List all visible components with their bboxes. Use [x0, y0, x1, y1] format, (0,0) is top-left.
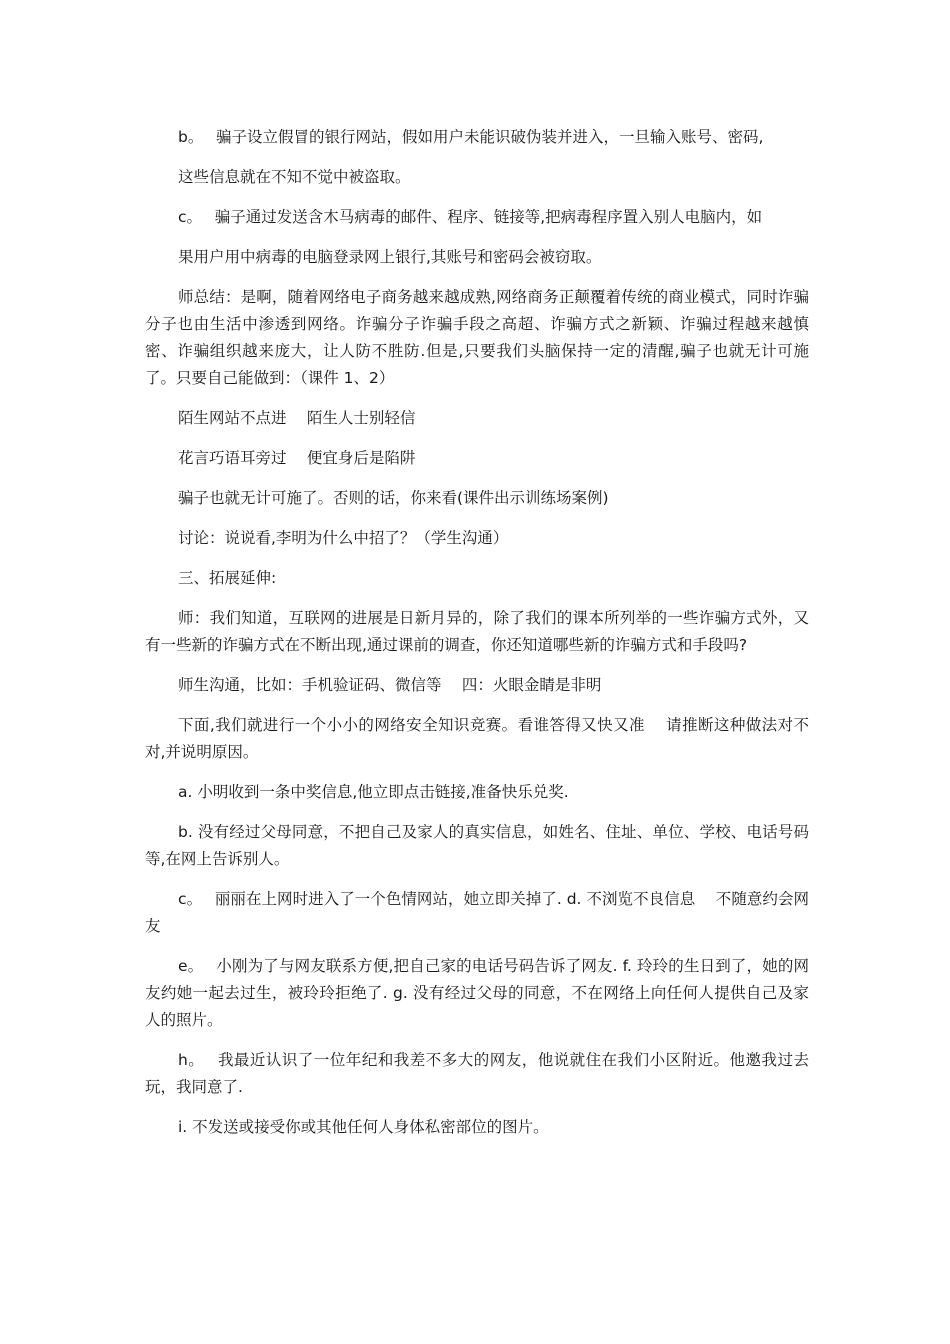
paragraph-c-trojan: c。 骗子通过发送含木马病毒的邮件、程序、链接等,把病毒程序置入别人电脑内，如 [178, 208, 763, 226]
paragraph-discussion: 讨论：说说看,李明为什么中招了？（学生沟通） [178, 529, 509, 547]
section-heading-extension: 三、拓展延伸: [178, 569, 277, 587]
quiz-item-e-f-g: e。 小刚为了与网友联系方便,把自己家的电话号码告诉了网友. f. 玲玲的生日到了，她的网友约她一起去过生，被玲玲拒绝了. g. 没有经过父母的同意，不在网络上向任何人提供自己及家人的照片。 [145, 957, 809, 1029]
paragraph-communication: 师生沟通，比如：手机验证码、微信等 四：火眼金睛是非明 [178, 676, 602, 694]
paragraph-rule-2: 花言巧语耳旁过 便宜身后是陷阱 [178, 449, 416, 467]
quiz-item-c-d: c。 丽丽在上网时进入了一个色情网站，她立即关掉了. d. 不浏览不良信息 不随意约会网友 [145, 890, 809, 935]
quiz-item-a: a. 小明收到一条中奖信息,他立即点击链接,准备快乐兑奖. [178, 783, 569, 801]
paragraph-b-fake-bank-site: b。 骗子设立假冒的银行网站，假如用户未能识破伪装并进入，一旦输入账号、密码, [178, 128, 764, 146]
paragraph-case-intro: 骗子也就无计可施了。否则的话，你来看(课件出示训练场案例) [178, 489, 609, 507]
quiz-item-h: h。 我最近认识了一位年纪和我差不多大的网友，他说就住在我们小区附近。他邀我过去玩，我同意了. [145, 1051, 809, 1096]
quiz-item-b: b. 没有经过父母同意，不把自己及家人的真实信息，如姓名、住址、单位、学校、电话号码等,在网上告诉别人。 [145, 823, 809, 868]
paragraph-teacher-question: 师：我们知道，互联网的进展是日新月异的，除了我们的课本所列举的一些诈骗方式外，又有一些新的诈骗方式在不断出现,通过课前的调查，你还知道哪些新的诈骗方式和手段吗? [145, 609, 809, 654]
paragraph-teacher-summary: 师总结：是啊，随着网络电子商务越来越成熟,网络商务正颠覆着传统的商业模式，同时诈骗分子也由生活中渗透到网络。诈骗分子诈骗手段之高超、诈骗方式之新颖、诈骗过程越来越慎密、诈骗组织越来庞大，让人防不胜防.但是,只要我们头脑保持一定的清醒,骗子也就无计可施了。只要自己能做到：（课件 1、2） [145, 288, 809, 387]
paragraph-quiz-intro: 下面,我们就进行一个小小的网络安全知识竞赛。看谁答得又快又准 请推断这种做法对不对,并说明原因。 [145, 716, 809, 761]
document-page [145, 124, 809, 1154]
paragraph-rule-1: 陌生网站不点进 陌生人士别轻信 [178, 409, 416, 427]
paragraph-info-stolen: 这些信息就在不知不觉中被盗取。 [178, 168, 411, 186]
quiz-item-i: i. 不发送或接受你或其他任何人身体私密部位的图片。 [178, 1118, 549, 1136]
paragraph-account-stolen: 果用户用中病毒的电脑登录网上银行,其账号和密码会被窃取。 [178, 248, 602, 266]
